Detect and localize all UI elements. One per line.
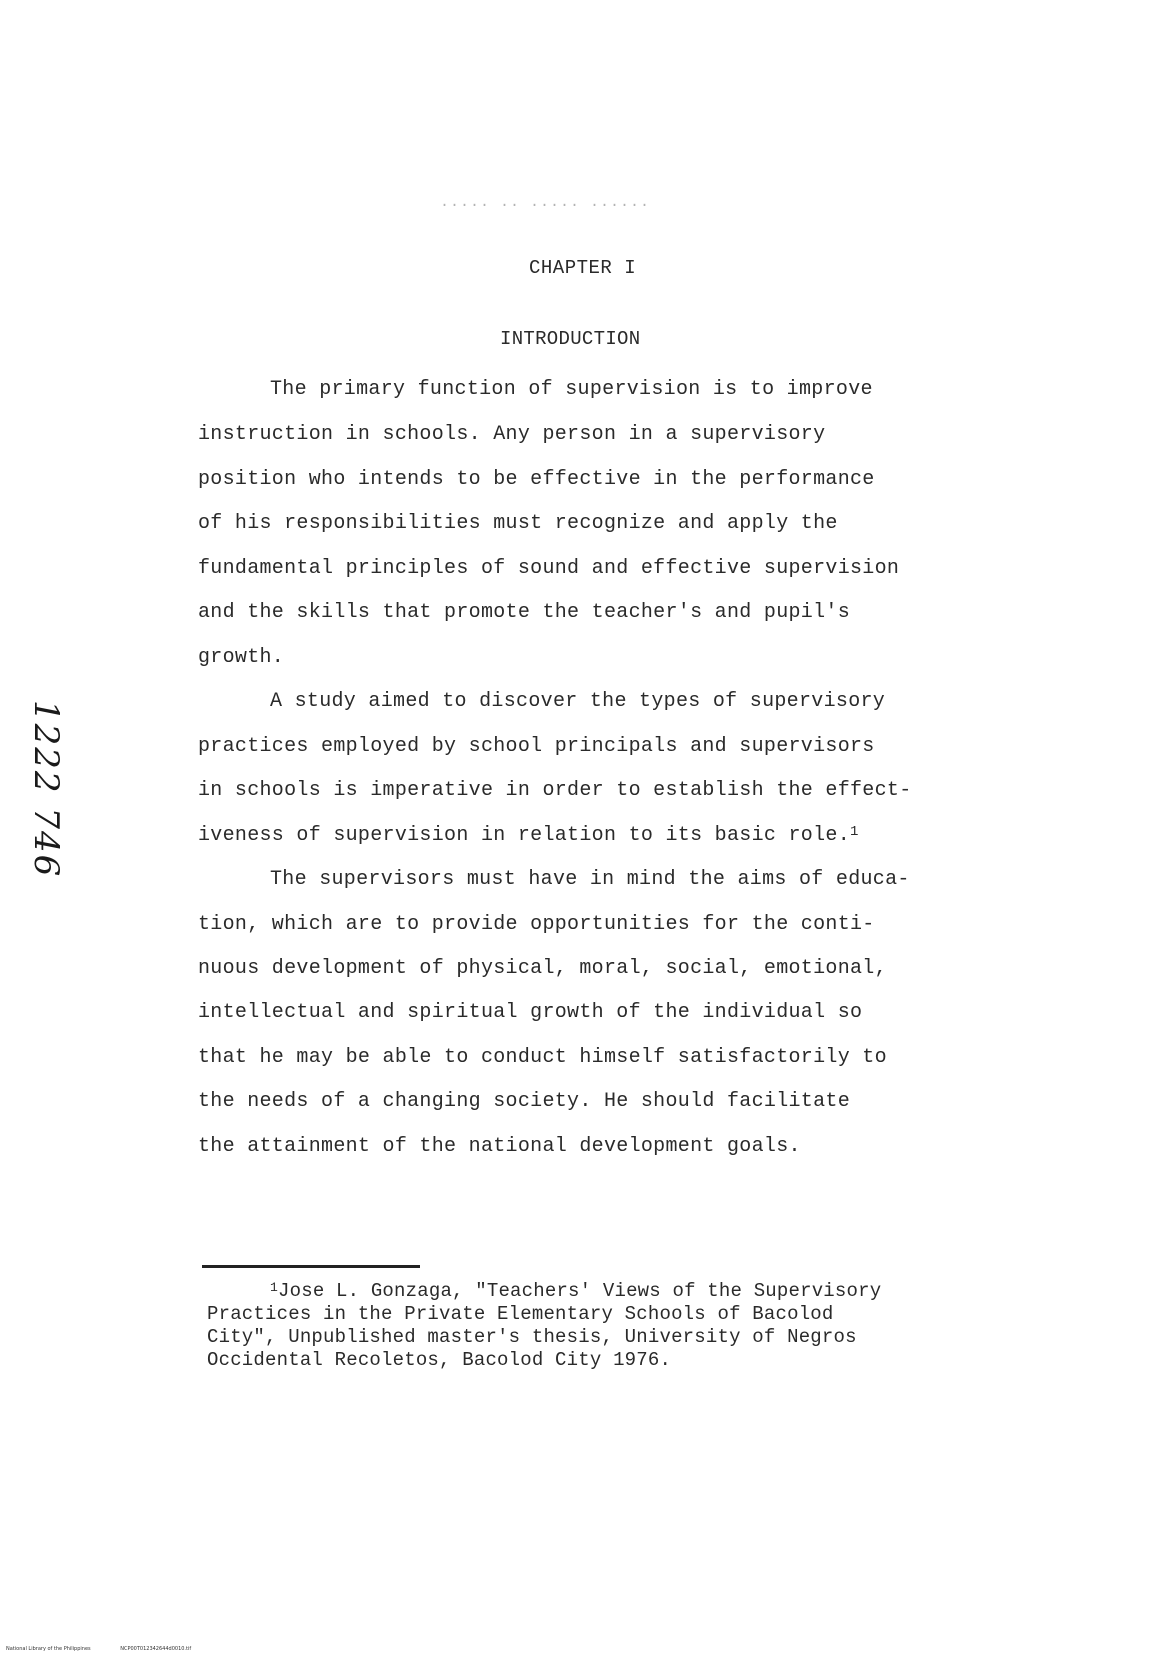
body-line: the attainment of the national development goals. xyxy=(198,1135,801,1158)
section-heading: INTRODUCTION xyxy=(500,328,641,350)
body-line: position who intends to be effective in the performance xyxy=(198,468,875,491)
body-line: and the skills that promote the teacher's and pupil's xyxy=(198,601,851,624)
body-line: of his responsibilities must recognize and apply the xyxy=(198,512,838,535)
footer-library-name: National Library of the Philippines xyxy=(6,1646,91,1652)
body-line: in schools is imperative in order to establish the effect- xyxy=(198,779,912,802)
footnote-line: Occidental Recoletos, Bacolod City 1976. xyxy=(207,1349,672,1371)
footnote-line: Practices in the Private Elementary Schools of Bacolod xyxy=(207,1303,834,1325)
body-line: A study aimed to discover the types of supervisory xyxy=(270,690,886,713)
body-line: nuous development of physical, moral, social, emotional, xyxy=(198,957,887,980)
faded-stamp: ····· ·· ····· ······ xyxy=(440,197,651,214)
footnote-line: City", Unpublished master's thesis, University of Negros xyxy=(207,1326,857,1348)
body-line-text: iveness of supervision in relation to its basic role. xyxy=(198,824,851,847)
body-line: The supervisors must have in mind the aims of educa- xyxy=(270,868,910,891)
body-line: The primary function of supervision is to improve xyxy=(270,378,873,401)
body-line-with-ref xyxy=(198,824,859,848)
body-line: growth. xyxy=(198,646,285,669)
body-line: instruction in schools. Any person in a supervisory xyxy=(198,423,826,446)
body-line: tion, which are to provide opportunities for the conti- xyxy=(198,913,875,936)
body-line: that he may be able to conduct himself satisfactorily to xyxy=(198,1046,887,1069)
footnote-divider xyxy=(202,1265,420,1268)
body-line: the needs of a changing society. He should facilitate xyxy=(198,1090,851,1113)
body-line: fundamental principles of sound and effective supervision xyxy=(198,557,900,580)
handwritten-margin-note: 1222 746 xyxy=(26,700,66,879)
body-line: intellectual and spiritual growth of the individual so xyxy=(198,1001,863,1024)
scan-footer xyxy=(6,1646,219,1652)
footnote-text: Jose L. Gonzaga, "Teachers' Views of the Supervisory xyxy=(278,1280,882,1302)
footnote-mark: 1 xyxy=(270,1280,279,1295)
footnote-line xyxy=(270,1280,881,1302)
footer-file-id: NCP00T012342644d0010.tif xyxy=(120,1646,192,1652)
footnote-reference: 1 xyxy=(850,824,859,840)
chapter-title: CHAPTER I xyxy=(529,257,637,279)
body-line: practices employed by school principals and supervisors xyxy=(198,735,875,758)
